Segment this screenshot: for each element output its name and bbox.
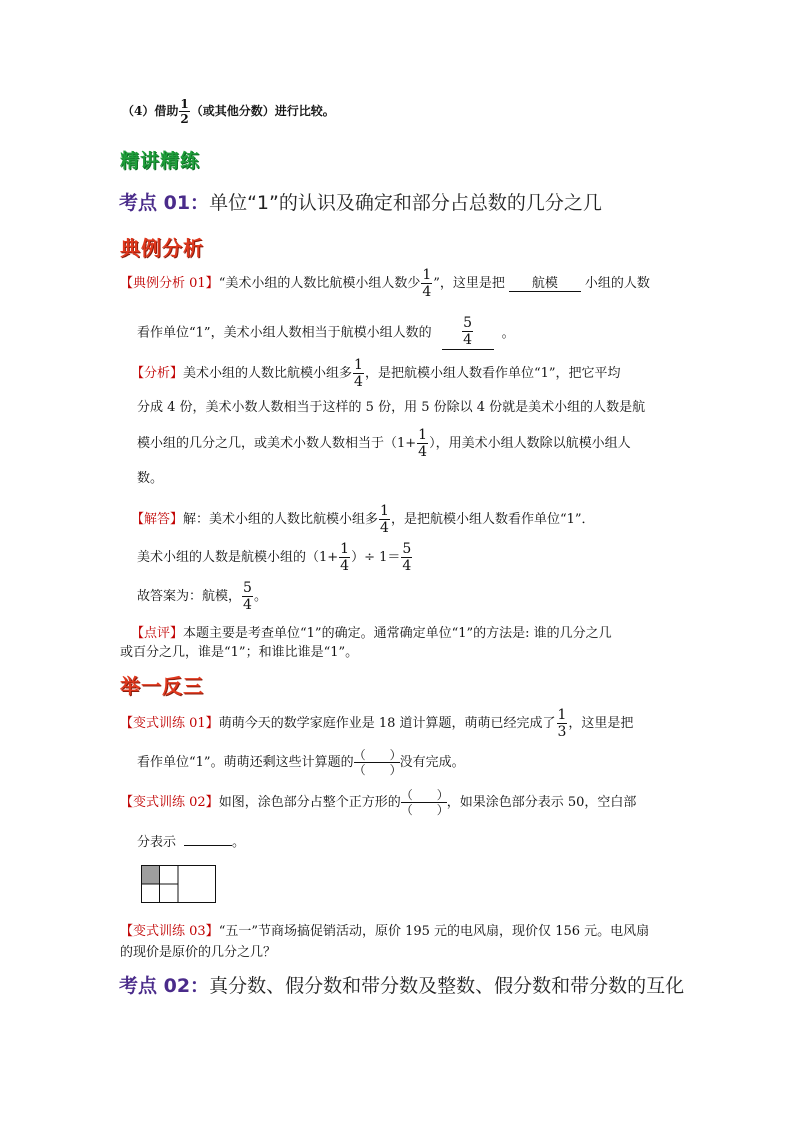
analysis-text-1b: ，是把航模小组人数看作单位“1”，把它平均 [364,366,621,381]
fraction-one-quarter: $\frac{1}{4}$ [418,427,428,460]
variant-02-text-1a: 如图，涂色部分占整个正方形的 [218,795,401,810]
fraction-one-quarter: $\frac{1}{4}$ [340,541,350,574]
variant-01-text-1b: ，这里是把 [568,716,634,731]
variant-03-line1 [120,920,649,939]
fraction-one-quarter: $\frac{1}{4}$ [354,357,363,390]
blank-fraction-input[interactable]: $\frac{( )}{( )}$ [400,788,449,817]
kaodian-02-label: 考点 02： [119,975,210,997]
variant-02-text-2: 分表示 [137,835,177,850]
section-title-dianli: 典例分析 [120,236,204,260]
example-01-line2 [137,316,515,350]
variant-01-text-1a: 萌萌今天的数学家庭作业是 18 道计算题，萌萌已经完成了 [218,716,556,731]
answer-blank-2: $\frac{5}{4}$ [442,316,494,350]
variant-03-text-1: “五一”节商场搞促销活动，原价 195 元的电风扇，现价仅 156 元。电风扇 [218,924,650,939]
variant-02-line2: 分表示 。 [137,835,246,850]
comment-tag: 【点评】 [131,626,184,641]
answer-line1 [131,504,595,535]
kaodian-01-heading [119,188,602,215]
top-note-suffix: （或其他分数）进行比较。 [190,104,335,118]
variant-01-tag: 【变式训练 01】 [120,716,219,731]
variant-02-text-1b: ，如果涂色部分表示 50，空白部 [446,795,637,810]
variant-01-text-2a: 看作单位“1”。萌萌还剩这些计算题的 [137,755,354,770]
example-01-text-c: 小组的人数 [584,276,650,291]
example-01-text-b: ”，这里是把 [433,276,505,291]
example-01-line1 [120,268,650,299]
answer-blank-3[interactable] [184,833,232,846]
fraction-one-quarter: $\frac{1}{4}$ [422,267,432,300]
answer-tag: 【解答】 [131,512,184,527]
top-note [122,98,335,125]
analysis-text-1a: 美术小组的人数比航模小组多 [183,366,353,381]
fraction-one-half: $\frac{1}{2}$ [180,97,189,126]
analysis-line1 [131,358,621,389]
variant-03-line2: 的现价是原价的几分之几？ [120,945,277,960]
analysis-text-3a: 模小组的几分之几，或美术小数人数相当于（1+ [137,436,417,451]
shaded-cell [142,866,160,885]
answer-text-3a: 故答案为：航模， [137,589,242,604]
answer-text-2a: 美术小组的人数是航模小组的（1+ [137,550,339,565]
kaodian-01-label: 考点 01： [119,192,210,214]
example-01-text-a: “美术小组的人数比航模小组人数少 [218,276,421,291]
answer-blank-1: 航模 [509,272,581,292]
analysis-line4: 数。 [137,471,164,486]
comment-line1 [131,622,612,641]
variant-01-text-2b: 没有完成。 [399,755,465,770]
fraction-five-quarters: $\frac{5}{4}$ [243,580,252,613]
comment-line2: 或百分之几，谁是“1”；和谁比谁是“1”。 [120,645,359,660]
variant-01-line1 [120,708,633,739]
square-figure [141,865,219,909]
kaodian-02-text: 真分数、假分数和带分数及整数、假分数和带分数的互化 [209,975,685,997]
variant-01-line2 [137,749,465,776]
analysis-text-3b: ），用美术小组人数除以航模小组人 [429,436,631,451]
section-title-jingjiang: 精讲精练 [120,150,201,172]
example-01-text-d: 看作单位“1”，美术小组人数相当于航模小组人数的 [137,325,432,341]
answer-text-1b: ，是把航模小组人数看作单位“1”． [390,512,595,527]
answer-line2 [137,542,413,573]
analysis-line2: 分成 4 份，美术小数人数相当于这样的 5 份，用 5 份除以 4 份就是美术小组的人数是航 [137,400,646,415]
kaodian-01-text: 单位“1”的认识及确定和部分占总数的几分之几 [209,192,602,214]
answer-text-1a: 解：美术小组的人数比航模小组多 [183,512,379,527]
variant-02-tag: 【变式训练 02】 [120,795,219,810]
section-title-juyi: 举一反三 [120,674,204,698]
variant-03-tag: 【变式训练 03】 [120,924,219,939]
fraction-one-quarter: $\frac{1}{4}$ [380,503,389,536]
square-diagram [141,865,219,905]
fraction-five-quarters: $\frac{5}{4}$ [402,541,412,574]
comment-text-1: 本题主要是考查单位“1”的确定。通常确定单位“1”的方法是: 谁的几分之几 [183,626,612,641]
answer-text-3b: 。 [253,589,267,604]
answer-line3 [137,581,267,612]
variant-02-line1 [120,789,636,816]
analysis-tag: 【分析】 [131,366,184,381]
top-note-prefix: （4）借助 [122,104,179,118]
fraction-one-third: $\frac{1}{3}$ [557,707,567,740]
kaodian-02-heading [119,971,684,998]
example-01-end: 。 [501,325,515,341]
example-01-tag: 【典例分析 01】 [120,276,219,291]
answer-text-2b: ）÷ 1＝ [351,550,401,565]
analysis-line3 [137,428,631,459]
blank-fraction-input[interactable]: $\frac{( )}{( )}$ [353,748,402,777]
